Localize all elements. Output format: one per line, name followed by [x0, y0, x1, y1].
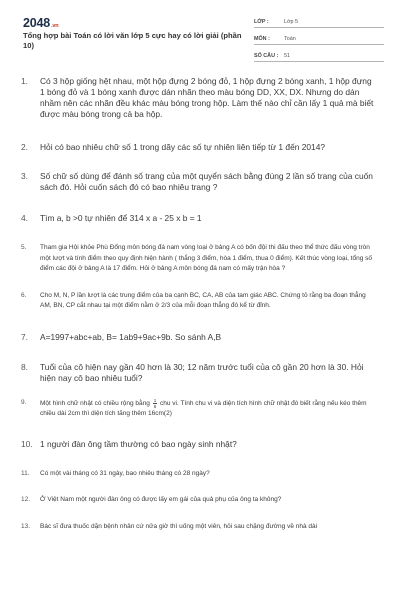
question-number: 4.	[21, 213, 28, 223]
meta-label-count: SỐ CÂU :	[254, 53, 279, 59]
question-number: 11.	[21, 469, 30, 477]
question-text	[40, 398, 378, 420]
meta-value-subject: Toán	[284, 36, 296, 42]
question-item	[0, 171, 400, 193]
question-text: Số chữ số dùng để đánh số trang của một quyển sách bằng đúng 2 lần số trang của cuốn sách đó. Hỏi cuốn sách đó có bao nhiêu trang ?	[40, 171, 373, 192]
question-list	[0, 76, 400, 532]
meta-label-grade: LỚP :	[254, 19, 269, 25]
question-text-before: Một hình chữ nhật có chiều rộng bằng	[40, 399, 152, 407]
question-text: Có một vài tháng có 31 ngày, bao nhiêu tháng có 28 ngày?	[40, 469, 210, 477]
question-text: Tìm a, b >0 tự nhiên để 314 x a - 25 x b = 1	[40, 213, 202, 223]
document-title: Tổng hợp bài Toán có lời văn lớp 5 cực hay có lời giải (phần 10)	[23, 31, 242, 50]
logo-main: 2048	[23, 16, 51, 30]
logo-suffix: .vn	[51, 23, 59, 29]
question-item	[0, 439, 400, 450]
meta-value-count: 51	[284, 53, 290, 59]
question-text: Cho M, N, P lần lượt là các trung điểm của ba cạnh BC, CA, AB của tam giác ABC. Chứng tỏ rằng ba đoạn thẳng AM, BN, CP cắt nhau tại một điểm nằm ở 2/3 của mỗi đoạn thẳng đó kể từ đỉnh.	[40, 291, 366, 309]
meta-label-subject: MÔN :	[254, 36, 270, 42]
question-item	[0, 495, 400, 506]
question-item	[0, 291, 400, 312]
site-logo[interactable]	[23, 17, 58, 30]
question-text: Hỏi có bao nhiêu chữ số 1 trong dãy các số tự nhiên liên tiếp từ 1 đến 2014?	[40, 142, 326, 152]
question-item	[0, 362, 400, 384]
fraction	[153, 398, 158, 409]
question-number: 1.	[21, 76, 28, 86]
question-number: 13.	[21, 522, 31, 530]
meta-value-grade: Lớp 5	[284, 19, 299, 25]
fraction-denominator: 6	[153, 403, 157, 409]
question-item	[0, 142, 400, 153]
question-number: 9.	[21, 398, 27, 406]
question-text: Tham gia Hội khỏe Phù Đổng môn bóng đá nam vòng loại ở bảng A có bốn đội thi đấu theo thể thức đấu vòng tròn một lượt và tính điểm theo quy định hiện hành ( thắng 3 điểm, hòa 1 điểm, thua 0 điểm). Kết thúc vòng loại, tổng số điểm các đội ở bảng A là 17 điểm. Hỏi ở bảng A môn bóng đá nam có mấy trận hòa ?	[40, 244, 373, 272]
question-item	[0, 213, 400, 224]
meta-row-subject	[254, 30, 384, 45]
question-item	[0, 76, 400, 120]
document-meta	[254, 13, 384, 62]
question-number: 8.	[21, 361, 28, 372]
question-number: 6.	[21, 291, 27, 299]
meta-row-grade	[254, 13, 384, 28]
question-number: 7.	[21, 331, 28, 342]
question-item	[0, 332, 400, 343]
question-item	[0, 243, 400, 275]
document-header	[0, 0, 400, 66]
question-item	[0, 522, 400, 533]
question-text: Tuổi của cô hiện nay gần 40 hơn là 30; 12 năm trước tuổi của cô gần 20 hơn là 30. Hỏi hiện nay cô bao nhiêu tuổi?	[40, 361, 364, 383]
question-text: Có 3 hộp giống hệt nhau, một hộp đựng 2 bóng đỏ, 1 hộp đựng 2 bóng xanh, 1 hộp đựng 1 bóng đỏ và 1 bóng xanh được dán nhãn theo màu bóng DD, XX, DX. Nhưng do dán nhầm nên các nhãn đều khác màu bóng trong hộp. Làm thế nào chỉ cần lấy 1 quả mà biết được màu bóng trong cả ba hộp.	[40, 76, 374, 119]
question-item	[0, 469, 400, 480]
question-text-after: chu vi. Tính chu vi và diện tích hình chữ nhật đó biết rằng nếu kéo thêm chiều dài 2cm thì diện tích tăng thêm 16cm(2)	[40, 399, 367, 418]
question-number: 10.	[21, 438, 33, 449]
question-number: 5.	[21, 244, 27, 251]
question-item	[0, 398, 400, 420]
question-number: 12.	[21, 496, 31, 504]
meta-row-count	[254, 47, 384, 62]
question-text: 1 người đàn ông tầm thường có bao ngày sinh nhật?	[40, 438, 237, 449]
question-number: 3.	[21, 171, 28, 181]
question-text: A=1997+abc+ab, B= 1ab9+9ac+9b. So sánh A,B	[40, 331, 222, 342]
question-text: Ở Việt Nam một người đàn ông có được lấy em gái của quả phụ của ông ta không?	[40, 496, 282, 504]
question-number: 2.	[21, 142, 28, 152]
question-text: Bác sĩ đưa thuốc dặn bệnh nhân cứ nửa giờ thì uống một viên, hỏi sau chặng đường về nhà dài	[40, 522, 318, 530]
fraction-numerator: 1	[153, 397, 157, 403]
